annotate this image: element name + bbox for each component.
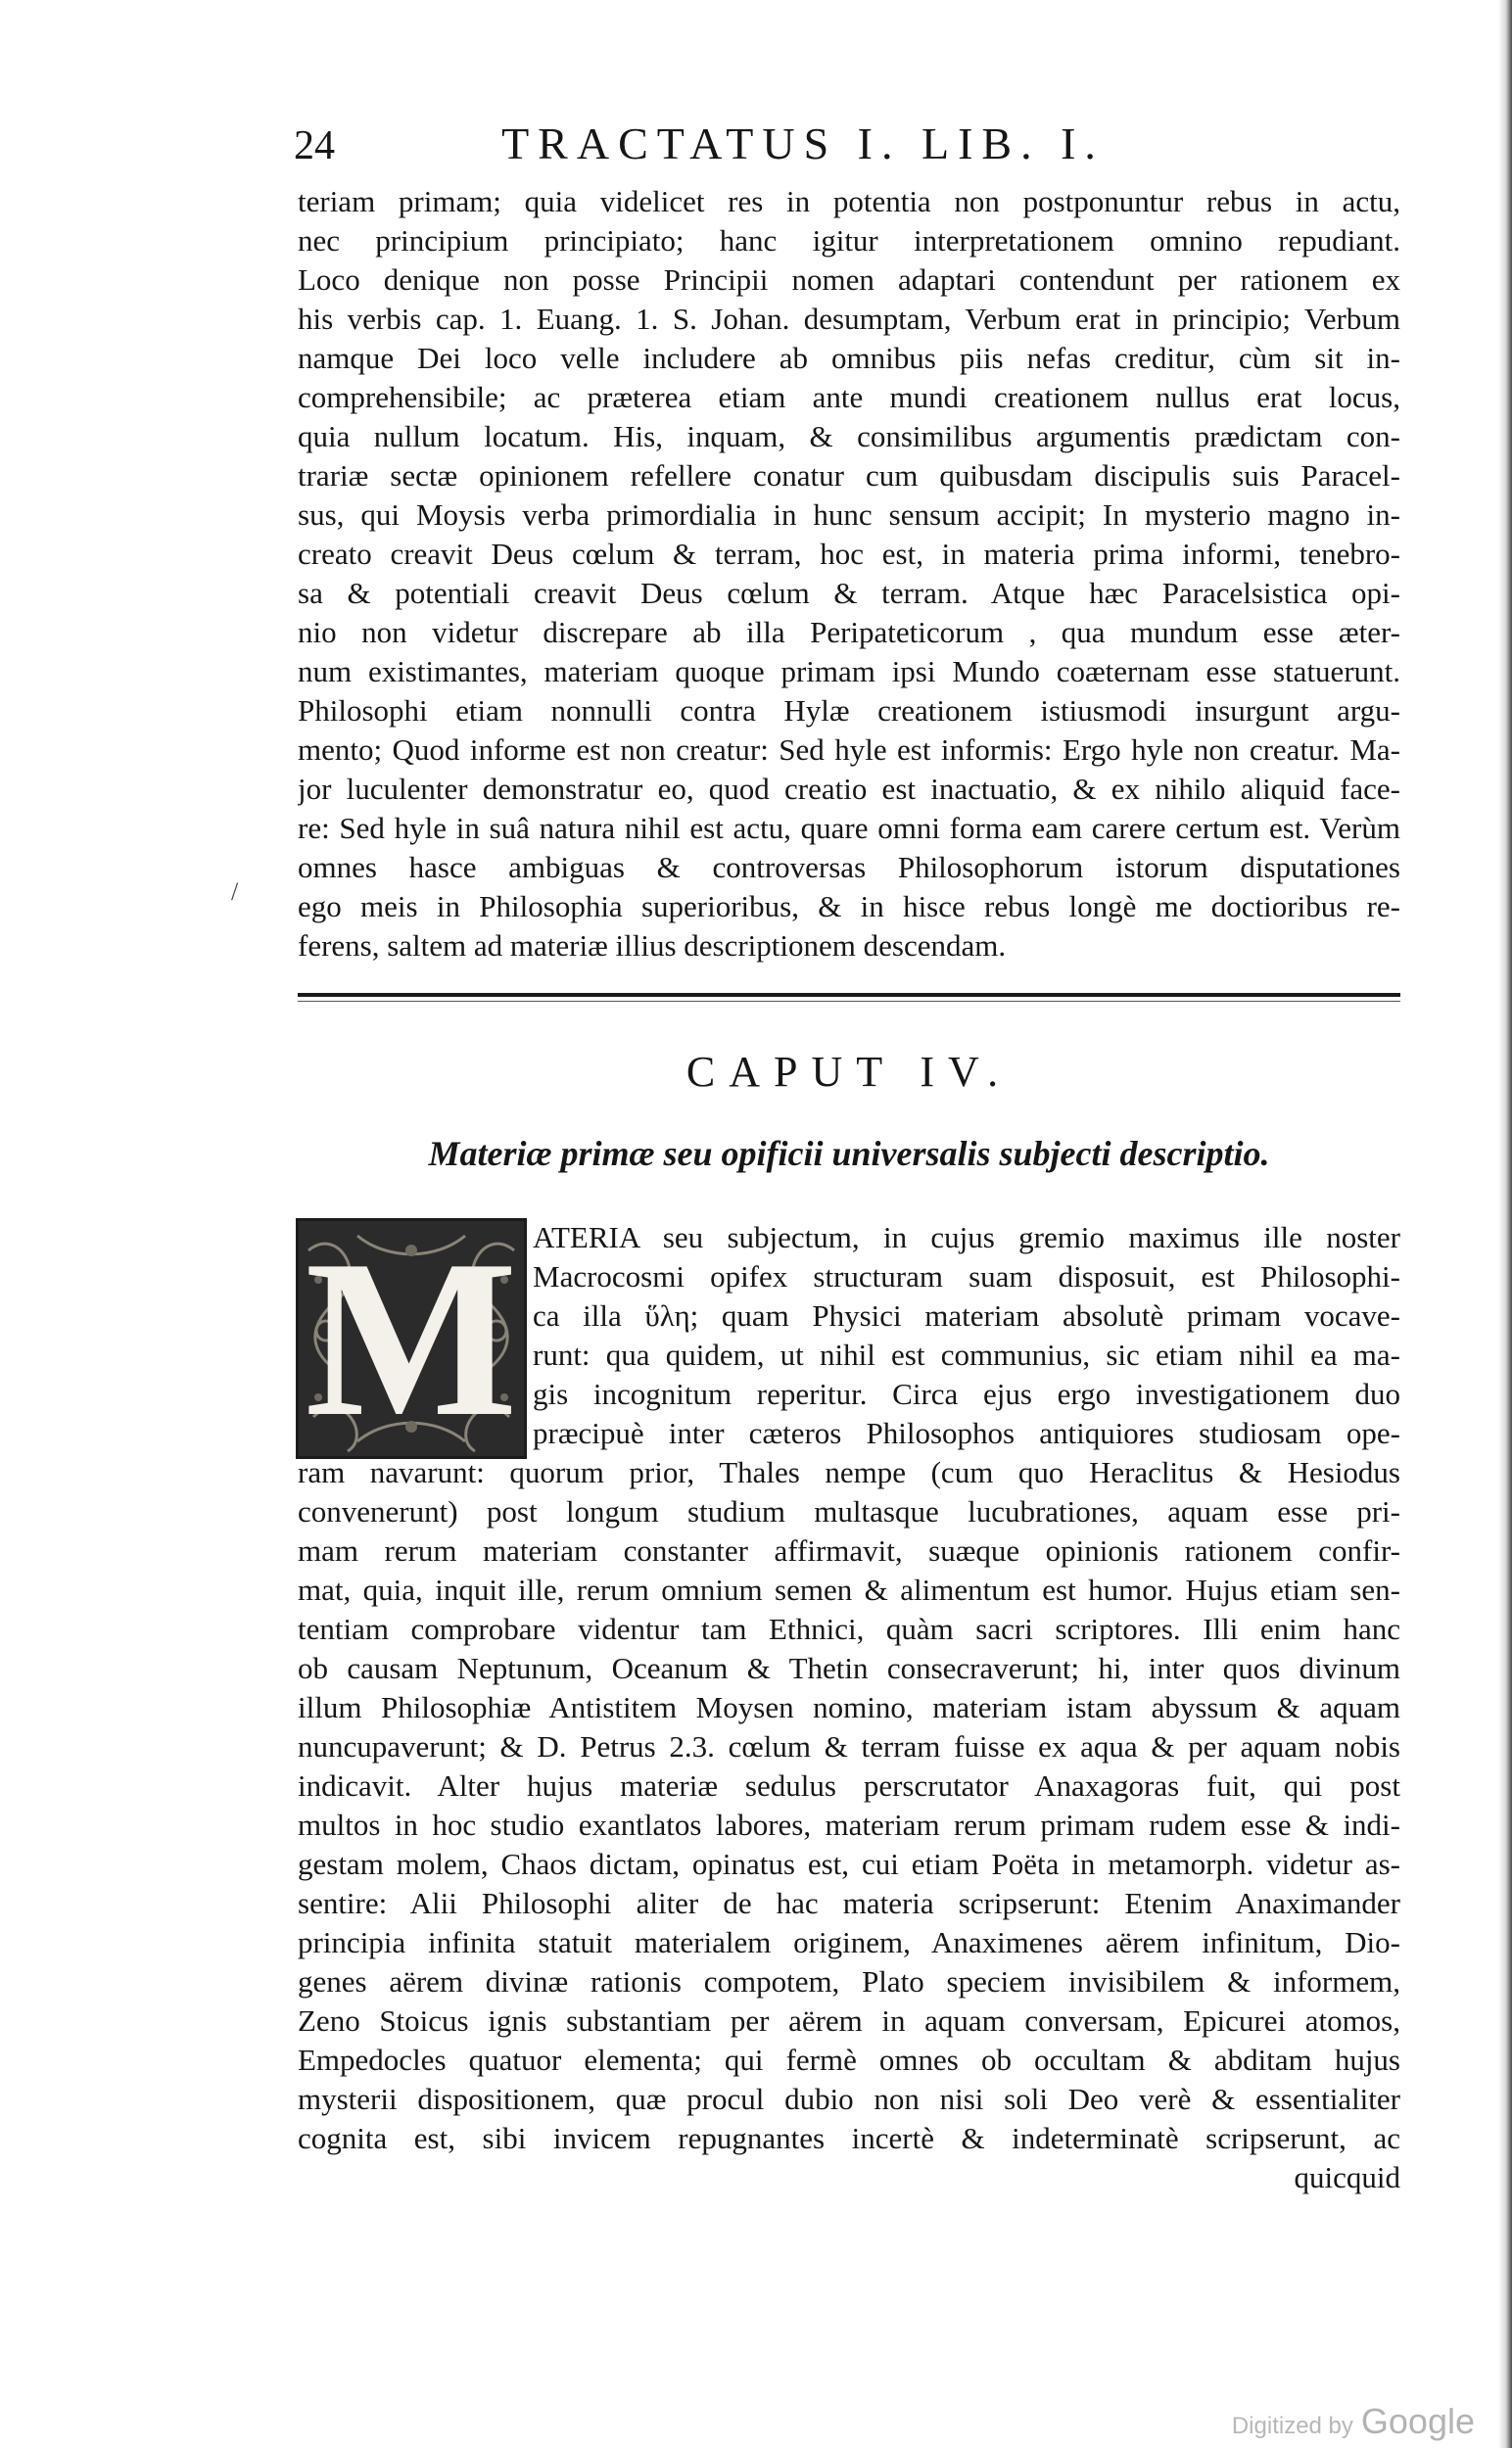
google-watermark (1232, 2401, 1475, 2440)
text-line: mat, quia, inquit ille, rerum omnium semen & alimentum est humor. Hujus etiam sen- (298, 1573, 1400, 1607)
text-line: teriam primam; quia videlicet res in potentia non postponuntur rebus in actu, (298, 184, 1400, 218)
text-line: convenerunt) post longum studium multasque lucubrationes, aquam esse pri- (298, 1494, 1400, 1529)
text-line: his verbis cap. 1. Euang. 1. S. Johan. desumptam, Verbum erat in principio; Verbum (298, 302, 1400, 336)
text-line: mento; Quod informe est non creatur: Sed hyle est informis: Ergo hyle non creatur. Ma- (298, 732, 1400, 767)
text-line: comprehensibile; ac præterea etiam ante mundi creationem nullus erat locus, (298, 380, 1400, 414)
text-line: ATERIA seu subjectum, in cujus gremio maximus ille noster (533, 1220, 1400, 1254)
text-line: nec principium principiato; hanc igitur interpretationem omnino repudiant. (298, 223, 1400, 258)
text-line: quia nullum locatum. His, inquam, & consimilibus argumentis prædictam con- (298, 419, 1400, 453)
chapter-heading: CAPUT IV. (685, 1048, 1013, 1096)
text-line: illum Philosophiæ Antistitem Moysen nomino, materiam istam abyssum & aquam (298, 1690, 1400, 1724)
lines-beside-initial (533, 1218, 1400, 1453)
section-divider-thin (298, 1001, 1400, 1002)
text-line: gestam molem, Chaos dictam, opinatus est, cui etiam Poëta in metamorph. videtur as- (298, 1847, 1400, 1881)
text-line: sa & potentiali creavit Deus cœlum & terram. Atque hæc Paracelsistica opi- (298, 576, 1400, 610)
decorated-initial (296, 1218, 527, 1459)
text-line: runt: qua quidem, ut nihil est communius, sic etiam nihil ea ma- (533, 1338, 1400, 1372)
text-line: re: Sed hyle in suâ natura nihil est actu, quare omni forma eam carere certum est. Verùm (298, 811, 1400, 845)
text-line: præcipuè inter cæteros Philosophos antiquiores studiosam ope- (533, 1416, 1400, 1450)
text-line: num existimantes, materiam quoque primam ipsi Mundo coæternam esse statuerunt. (298, 654, 1400, 688)
text-line: mam rerum materiam constanter affirmavit, suæque opinionis rationem confir- (298, 1533, 1400, 1568)
text-line: principia infinita statuit materialem originem, Anaximenes aërem infinitum, Dio- (298, 1925, 1400, 1959)
text-line: namque Dei loco velle includere ab omnibus piis nefas creditur, cùm sit in- (298, 341, 1400, 375)
text-line: sus, qui Moysis verba primordialia in hunc sensum accipit; In mysterio magno in- (298, 497, 1400, 532)
text-line: Loco denique non posse Principii nomen adaptari contendunt per rationem ex (298, 262, 1400, 297)
text-line: mysterii dispositionem, quæ procul dubio non nisi soli Deo verè & essentialiter (298, 2082, 1400, 2116)
text-line: Empedocles quatuor elementa; qui fermè omnes ob occultam & abditam hujus (298, 2043, 1400, 2077)
text-line: ob causam Neptunum, Oceanum & Thetin consecraverunt; hi, inter quos divinum (298, 1651, 1400, 1685)
running-head (294, 118, 1244, 176)
text-line: genes aërem divinæ rationis compotem, Plato speciem invisibilem & informem, (298, 1964, 1400, 1999)
text-line: Zeno Stoicus ignis substantiam per aërem in aquam conversam, Epicurei atomos, (298, 2003, 1400, 2038)
text-line: gis incognitum reperitur. Circa ejus ergo investigationem duo (533, 1377, 1400, 1411)
running-title: TRACTATUS I. LIB. I. (501, 118, 1105, 168)
google-logo: Google (1360, 2401, 1475, 2441)
text-line: cognita est, sibi invicem repugnantes incertè & indeterminatè scripserunt, ac (298, 2121, 1400, 2155)
text-line: Philosophi etiam nonnulli contra Hylæ creationem istiusmodi insurgunt argu- (298, 693, 1400, 728)
chapter-subtitle: Materiæ primæ seu opificii universalis subjecti descriptio. (428, 1134, 1270, 1173)
page-edge-shadow (1498, 0, 1512, 2448)
text-line: ca illa ὕλη; quam Physici materiam absolutè primam vocave- (533, 1298, 1400, 1333)
chapter-body-text (298, 1453, 1400, 2197)
text-line: jor luculenter demonstratur eo, quod creatio est inactuatio, & ex nihilo aliquid face- (298, 772, 1400, 806)
text-line: nio non videtur discrepare ab illa Peripateticorum , qua mundum esse æter- (298, 615, 1400, 649)
text-line: indicavit. Alter hujus materiæ sedulus perscrutator Anaxagoras fuit, qui post (298, 1768, 1400, 1803)
text-line: ram navarunt: quorum prior, Thales nempe (cum quo Heraclitus & Hesiodus (298, 1455, 1400, 1489)
catchword: quicquid (1294, 2160, 1400, 2194)
section-1-text (298, 182, 1400, 965)
page-number: 24 (294, 123, 335, 168)
margin-mark: / (231, 877, 239, 906)
text-line: multos in hoc studio exantlatos labores, materiam rerum primam rudem esse & indi- (298, 1808, 1400, 1842)
text-line: nuncupaverunt; & D. Petrus 2.3. cœlum & terram fuisse ex aqua & per aquam nobis (298, 1729, 1400, 1764)
watermark-prefix: Digitized by (1231, 2413, 1353, 2439)
initial-letter: M (305, 1218, 518, 1459)
text-line: tentiam comprobare videntur tam Ethnici, quàm sacri scriptores. Illi enim hanc (298, 1612, 1400, 1646)
text-line: omnes hasce ambiguas & controversas Philosophorum istorum disputationes (298, 850, 1400, 884)
text-line: Macrocosmi opifex structuram suam disposuit, est Philosophi- (533, 1259, 1400, 1294)
text-line: creato creavit Deus cœlum & terram, hoc est, in materia prima informi, tenebro- (298, 537, 1400, 571)
text-line: sentire: Alii Philosophi aliter de hac materia scripserunt: Etenim Anaximander (298, 1886, 1400, 1920)
text-line: ferens, saltem ad materiæ illius descriptionem descendam. (298, 928, 1007, 963)
text-line: trariæ sectæ opinionem refellere conatur cum quibusdam discipulis suis Paracel- (298, 458, 1400, 493)
text-line: ego meis in Philosophia superioribus, & in hisce rebus longè me doctioribus re- (298, 889, 1400, 923)
section-divider (298, 993, 1400, 997)
